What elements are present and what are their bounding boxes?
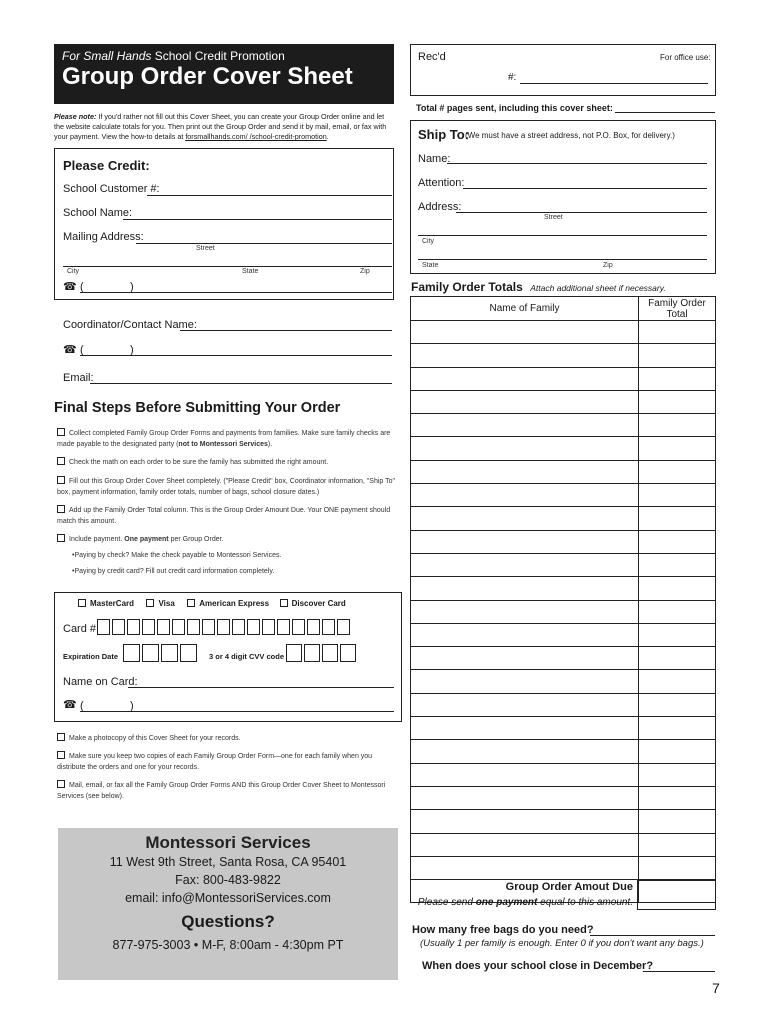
phone-paren-open: ( <box>80 281 84 293</box>
school-close-field[interactable] <box>643 971 715 972</box>
state-caption: State <box>242 268 259 275</box>
pages-sent-field[interactable] <box>615 112 715 113</box>
family-total-cell[interactable] <box>639 647 716 670</box>
step-8 <box>57 780 402 802</box>
table-row <box>411 577 716 600</box>
family-name-cell[interactable] <box>411 740 639 763</box>
discover-checkbox[interactable] <box>280 599 288 607</box>
family-total-cell[interactable] <box>639 390 716 413</box>
amount-due-note-bold: one payment <box>475 897 538 908</box>
card-phone-icon: ☎ <box>63 699 77 711</box>
final-steps-heading: Final Steps Before Submitting Your Order <box>54 400 341 416</box>
ship-to-note: (We must have a street address, not P.O. Box, for delivery.) <box>465 131 675 140</box>
card-type-options <box>78 599 346 608</box>
street-caption: Street <box>196 245 215 252</box>
family-total-cell[interactable] <box>639 553 716 576</box>
table-row <box>411 390 716 413</box>
table-row <box>411 810 716 833</box>
email-label: Email: <box>63 372 94 384</box>
card-paren-close: ) <box>130 700 134 712</box>
family-name-cell[interactable] <box>411 460 639 483</box>
family-total-cell[interactable] <box>639 321 716 344</box>
family-name-cell[interactable] <box>411 437 639 460</box>
city-caption: City <box>67 268 80 275</box>
step-6-text: Make a photocopy of this Cover Sheet for your records. <box>69 735 241 742</box>
school-name-field[interactable] <box>123 219 392 220</box>
family-name-cell[interactable] <box>411 414 639 437</box>
family-name-cell[interactable] <box>411 507 639 530</box>
family-name-cell[interactable] <box>411 833 639 856</box>
coordinator-phone-field[interactable] <box>80 355 392 356</box>
card-phone-field[interactable] <box>80 711 394 712</box>
family-total-cell[interactable] <box>639 530 716 553</box>
family-name-cell[interactable] <box>411 553 639 576</box>
family-total-cell[interactable] <box>639 670 716 693</box>
family-total-cell[interactable] <box>639 484 716 507</box>
step-5 <box>57 534 402 545</box>
expiration-label: Expiration Date <box>63 652 119 661</box>
family-totals-header <box>411 278 666 296</box>
ship-state-caption: State <box>422 262 439 269</box>
family-name-cell[interactable] <box>411 600 639 623</box>
note-paragraph <box>54 112 394 142</box>
customer-label: School Customer #: <box>63 183 160 195</box>
contact-box <box>58 828 398 980</box>
amount-due-note-b: equal to this amount. <box>540 897 633 908</box>
ship-city-caption: City <box>422 238 435 245</box>
table-row <box>411 414 716 437</box>
note-bold: Please note: <box>54 112 97 121</box>
table-row <box>411 786 716 809</box>
family-total-cell[interactable] <box>639 623 716 646</box>
ship-address-field[interactable] <box>456 212 707 213</box>
company-phone: 877-975-3003 • M-F, 8:00am - 4:30pm PT <box>112 938 344 952</box>
family-name-cell[interactable] <box>411 530 639 553</box>
ship-city-field[interactable] <box>418 235 707 236</box>
family-total-cell[interactable] <box>639 763 716 786</box>
customer-field[interactable] <box>147 195 392 196</box>
table-row <box>411 507 716 530</box>
card-paren-open: ( <box>80 700 84 712</box>
step-5-checkbox[interactable] <box>57 534 65 542</box>
table-row <box>411 530 716 553</box>
family-total-cell[interactable] <box>639 740 716 763</box>
family-total-cell[interactable] <box>639 693 716 716</box>
card-number-label: Card #: <box>63 623 100 635</box>
step-3 <box>57 476 405 498</box>
ship-name-field[interactable] <box>447 163 707 164</box>
family-total-cell[interactable] <box>639 600 716 623</box>
promo-text: School Credit Promotion <box>154 49 285 63</box>
mastercard-checkbox[interactable] <box>78 599 86 607</box>
discover-label: Discover Card <box>291 599 346 608</box>
office-hash-field[interactable] <box>520 83 708 84</box>
family-total-cell[interactable] <box>639 786 716 809</box>
col-family-total: Family Order Total <box>639 297 716 321</box>
family-total-cell[interactable] <box>639 507 716 530</box>
family-total-cell[interactable] <box>639 460 716 483</box>
email-field[interactable] <box>90 383 392 384</box>
card-number-cells[interactable] <box>97 619 352 635</box>
ship-zip-caption: Zip <box>603 262 613 269</box>
family-name-cell[interactable] <box>411 717 639 740</box>
visa-label: Visa <box>158 599 175 608</box>
family-rows <box>411 321 716 903</box>
ship-street-caption: Street <box>544 214 563 221</box>
step-5-bold: One payment <box>124 536 169 543</box>
ship-address-label: Address: <box>418 201 462 213</box>
step-7-checkbox[interactable] <box>57 751 65 759</box>
promo-brand: For Small Hands <box>62 49 152 63</box>
family-name-cell[interactable] <box>411 390 639 413</box>
family-name-cell[interactable] <box>411 763 639 786</box>
family-name-cell[interactable] <box>411 623 639 646</box>
step-2-text: Check the math on each order to be sure the family has submitted the right amount. <box>69 459 329 466</box>
family-name-cell[interactable] <box>411 670 639 693</box>
step-4-text: Add up the Family Order Total column. This is the Group Order Amount Due. Your ONE payment should match this amount. <box>57 507 391 525</box>
step-7-text: Make sure you keep two copies of each Family Group Order Form—one for each family when you distribute the orders and one for your records. <box>57 753 373 771</box>
bags-field[interactable] <box>590 935 715 936</box>
table-row <box>411 693 716 716</box>
note-text: If you'd rather not fill out this Cover Sheet, you can create your Group Order online and let the website calculate totals for you. Then print out the Group Order and send it by mail, email, or fax with your payment. View the how-to details at <box>54 112 387 141</box>
note-end: . <box>326 132 329 141</box>
ship-name-label: Name: <box>418 153 451 165</box>
family-total-cell[interactable] <box>639 344 716 367</box>
step-4-checkbox[interactable] <box>57 505 65 513</box>
zip-caption: Zip <box>360 268 370 275</box>
family-total-cell[interactable] <box>639 577 716 600</box>
family-totals-note: Attach additional sheet if necessary. <box>530 283 666 293</box>
company-address: 11 West 9th Street, Santa Rosa, CA 95401 <box>109 855 347 869</box>
table-row <box>411 437 716 460</box>
step-6 <box>57 733 402 744</box>
family-total-cell[interactable] <box>639 717 716 740</box>
table-row <box>411 647 716 670</box>
phone-icon: ☎ <box>63 281 77 293</box>
amount-due-note <box>410 897 633 908</box>
coordinator-phone-icon: ☎ <box>63 344 77 356</box>
cvv-cells[interactable] <box>286 644 358 662</box>
name-on-card-label: Name on Card: <box>63 676 138 688</box>
amex-label: American Express <box>199 599 270 608</box>
family-total-cell[interactable] <box>639 856 716 879</box>
ship-to-box <box>410 120 716 274</box>
family-totals-table <box>410 296 716 903</box>
table-row <box>411 670 716 693</box>
cvv-label: 3 or 4 digit CVV code <box>209 652 285 661</box>
family-name-cell[interactable] <box>411 321 639 344</box>
step-5-sub-card: •Paying by credit card? Fill out credit card information completely. <box>72 568 275 575</box>
ship-attention-field[interactable] <box>463 188 707 189</box>
family-name-cell[interactable] <box>411 693 639 716</box>
family-name-cell[interactable] <box>411 856 639 879</box>
questions-heading: Questions? <box>181 912 275 931</box>
step-3-checkbox[interactable] <box>57 476 65 484</box>
step-1-text: Collect completed Family Group Order Forms and payments from families. Make sure family checks are made payable to the designated party ( <box>57 430 391 448</box>
step-5-text-a: Include payment. <box>69 536 123 543</box>
amount-due-label: Group Order Amout Due <box>505 881 633 893</box>
family-name-cell[interactable] <box>411 344 639 367</box>
step-1-checkbox[interactable] <box>57 428 65 436</box>
step-3-text: Fill out this Group Order Cover Sheet completely. ("Please Credit" box, Coordinator information, "Ship To" box, payment information, family order totals, number of bags, school closure dates.) <box>57 478 395 496</box>
table-row <box>411 833 716 856</box>
table-row <box>411 484 716 507</box>
step-6-checkbox[interactable] <box>57 733 65 741</box>
family-name-cell[interactable] <box>411 810 639 833</box>
company-name: Montessori Services <box>145 833 311 852</box>
family-total-cell[interactable] <box>639 367 716 390</box>
step-1-bold: not to Montessori Services <box>178 441 268 448</box>
family-total-cell[interactable] <box>639 414 716 437</box>
coordinator-field[interactable] <box>180 330 392 331</box>
office-use-box <box>410 44 716 96</box>
bags-hint: (Usually 1 per family is enough. Enter 0 if you don't want any bags.) <box>420 938 704 949</box>
table-row <box>411 717 716 740</box>
table-row <box>411 367 716 390</box>
office-use-label: For office use: <box>660 53 711 62</box>
coordinator-label: Coordinator/Contact Name: <box>63 319 197 331</box>
table-row <box>411 600 716 623</box>
table-row <box>411 460 716 483</box>
amount-due-note-a: Please send <box>417 897 473 908</box>
family-name-cell[interactable] <box>411 647 639 670</box>
phone-paren-close: ) <box>130 281 134 293</box>
school-close-question: When does your school close in December? <box>422 960 654 972</box>
amount-due-field[interactable] <box>637 880 716 910</box>
mailing-street-field[interactable] <box>136 243 392 244</box>
table-row <box>411 344 716 367</box>
visa-checkbox[interactable] <box>146 599 154 607</box>
family-name-cell[interactable] <box>411 786 639 809</box>
mailing-city-field[interactable] <box>63 266 392 267</box>
family-name-cell[interactable] <box>411 367 639 390</box>
family-name-cell[interactable] <box>411 484 639 507</box>
step-4 <box>57 505 402 527</box>
page-title: Group Order Cover Sheet <box>62 63 353 90</box>
office-hash-label: #: <box>508 72 517 83</box>
table-row <box>411 623 716 646</box>
family-totals-heading: Family Order Totals <box>411 280 523 294</box>
promo-line <box>62 49 285 63</box>
table-row <box>411 856 716 879</box>
family-name-cell[interactable] <box>411 577 639 600</box>
mastercard-label: MasterCard <box>90 599 135 608</box>
step-5-text-b: per Group Order. <box>170 536 224 543</box>
step-8-text: Mail, email, or fax all the Family Group Order Forms AND this Group Order Cover Sheet to Montessori Services (see below). <box>57 782 386 800</box>
family-total-cell[interactable] <box>639 437 716 460</box>
name-on-card-field[interactable] <box>128 687 394 688</box>
amex-checkbox[interactable] <box>187 599 195 607</box>
note-link[interactable]: forsmallhands.com/ /school-credit-promotion <box>185 132 327 141</box>
header-banner <box>54 44 394 104</box>
credit-phone-field[interactable] <box>80 292 392 293</box>
family-total-cell[interactable] <box>639 833 716 856</box>
step-1-end: ). <box>267 441 273 448</box>
table-row <box>411 740 716 763</box>
step-1 <box>57 428 402 450</box>
credit-heading: Please Credit: <box>63 158 150 173</box>
recd-label: Rec'd <box>418 51 446 63</box>
coord-paren-close: ) <box>130 344 134 356</box>
company-fax: Fax: 800-483-9822 <box>175 873 281 887</box>
step-8-checkbox[interactable] <box>57 780 65 788</box>
ship-state-field[interactable] <box>418 259 707 260</box>
step-7 <box>57 751 402 773</box>
family-total-cell[interactable] <box>639 810 716 833</box>
company-email: email: info@MontessoriServices.com <box>125 891 331 905</box>
ship-to-heading: Ship To: <box>418 127 470 142</box>
coord-paren-open: ( <box>80 344 84 356</box>
bags-question: How many free bags do you need? <box>412 924 594 936</box>
step-2 <box>57 457 402 468</box>
ship-attention-label: Attention: <box>418 177 465 189</box>
page-number: 7 <box>712 980 720 996</box>
expiration-cells[interactable] <box>123 644 199 662</box>
school-name-label: School Name: <box>63 207 133 219</box>
table-row <box>411 763 716 786</box>
mailing-label: Mailing Address: <box>63 231 144 243</box>
step-5-sub-check: •Paying by check? Make the check payable to Montessori Services. <box>72 552 282 559</box>
col-family-name: Name of Family <box>411 297 639 321</box>
table-row <box>411 553 716 576</box>
step-2-checkbox[interactable] <box>57 457 65 465</box>
pages-sent-label: Total # pages sent, including this cover sheet: <box>416 103 613 113</box>
table-row <box>411 321 716 344</box>
